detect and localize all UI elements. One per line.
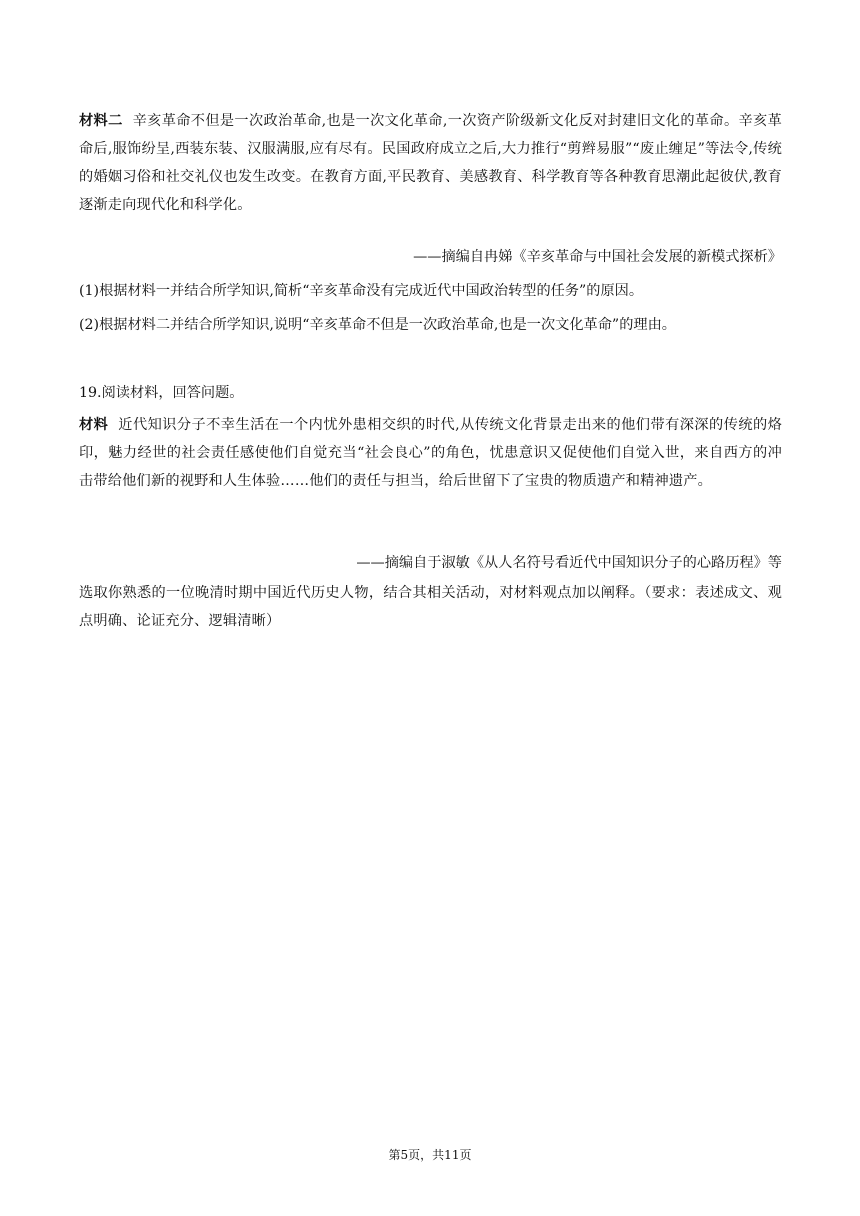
page-number-footer: 第5页，共11页 xyxy=(388,1148,472,1162)
question-19-task: 选取你熟悉的一位晚清时期中国近代历史人物，结合其相关活动，对材料观点加以阐释。（要求：表述成文、观点明确、论证充分、逻辑清晰） xyxy=(79,585,782,629)
material-2-paragraph xyxy=(79,107,782,219)
question-19-title: 19.阅读材料，回答问题。 xyxy=(79,385,244,401)
material-2-text: 辛亥革命不但是一次政治革命,也是一次文化革命,一次资产阶级新文化反对封建旧文化的革命。辛亥革命后,服饰纷呈,西装东装、汉服满服,应有尽有。民国政府成立之后,大力推行“剪辫易服”“废止缠足”等法令,传统的婚姻习俗和社交礼仪也发生改变。在教育方面,平民教育、美感教育、科学教育等各种教育思潮此起彼伏,教育逐渐走向现代化和科学化。 xyxy=(79,113,782,213)
question-1: (1)根据材料一并结合所学知识,简析“辛亥革命没有完成近代中国政治转型的任务”的原因。 xyxy=(79,283,644,299)
question-2: (2)根据材料二并结合所学知识,说明“辛亥革命不但是一次政治革命,也是一次文化革命”的理由。 xyxy=(79,317,676,333)
question-19-material-paragraph xyxy=(79,411,782,495)
question-19-material-label: 材料 xyxy=(79,417,109,433)
question-19-source: ——摘编自于淑敏《从人名符号看近代中国知识分子的心路历程》等 xyxy=(356,555,782,571)
material-2-label: 材料二 xyxy=(79,113,123,129)
question-19-material-text: 近代知识分子不幸生活在一个内忧外患相交织的时代,从传统文化背景走出来的他们带有深深的传统的烙印，魅力经世的社会责任感使他们自觉充当“社会良心”的角色，忧患意识又促使他们自觉入世，来自西方的冲击带给他们新的视野和人生体验……他们的责任与担当，给后世留下了宝贵的物质遗产和精神遗产。 xyxy=(79,417,782,489)
material-2-source: ——摘编自冉娣《辛亥革命与中国社会发展的新模式探析》 xyxy=(413,249,782,265)
